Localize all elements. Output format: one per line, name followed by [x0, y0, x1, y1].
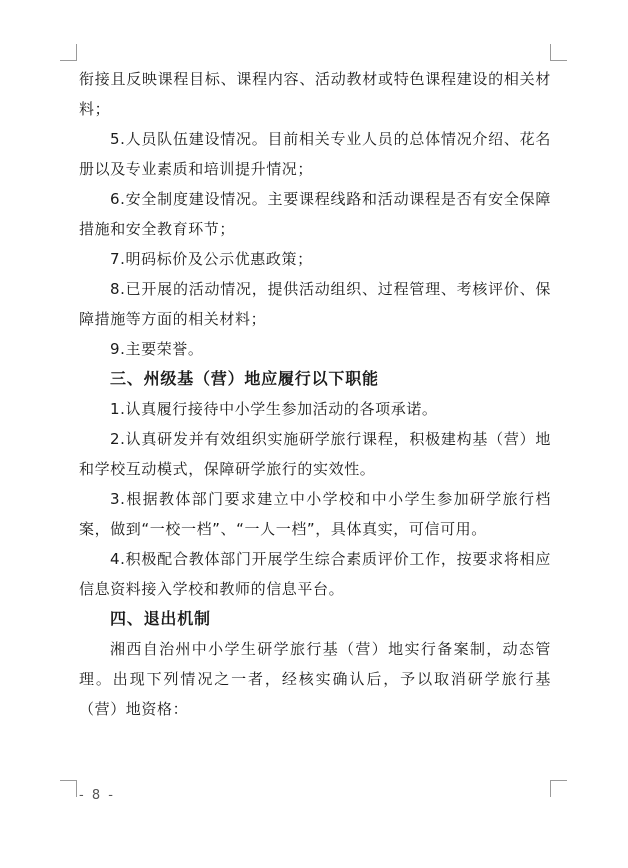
crop-mark-top-right — [550, 44, 567, 61]
paragraph: 4.积极配合教体部门开展学生综合素质评价工作，按要求将相应信息资料接入学校和教师的信息平台。 — [79, 550, 551, 598]
paragraph: 7.明码标价及公示优惠政策； — [110, 250, 313, 268]
crop-mark-bottom-right — [550, 780, 567, 797]
paragraph: 6.安全制度建设情况。主要课程线路和活动课程是否有安全保障措施和安全教育环节； — [79, 190, 551, 238]
paragraph: 8.已开展的活动情况，提供活动组织、过程管理、考核评价、保障措施等方面的相关材料； — [79, 280, 551, 328]
paragraph: 衔接且反映课程目标、课程内容、活动教材或特色课程建设的相关材料； — [79, 70, 551, 118]
paragraph: 9.主要荣誉。 — [110, 340, 204, 358]
paragraph: 5.人员队伍建设情况。目前相关专业人员的总体情况介绍、花名册以及专业素质和培训提升情况； — [79, 130, 551, 178]
paragraph: 3.根据教体部门要求建立中小学校和中小学生参加研学旅行档案，做到“一校一档”、“一人一档”，具体真实，可信可用。 — [79, 490, 551, 538]
document-body — [79, 64, 551, 724]
section-heading: 四、退出机制 — [110, 609, 211, 628]
crop-mark-top-left — [60, 44, 77, 61]
paragraph: 2.认真研发并有效组织实施研学旅行课程，积极建构基（营）地和学校互动模式，保障研学旅行的实效性。 — [79, 430, 551, 478]
section-heading: 三、州级基（营）地应履行以下职能 — [110, 369, 379, 388]
page-number: - 8 - — [79, 788, 115, 803]
paragraph: 湘西自治州中小学生研学旅行基（营）地实行备案制，动态管理。出现下列情况之一者，经核实确认后，予以取消研学旅行基（营）地资格： — [79, 640, 551, 718]
paragraph: 1.认真履行接待中小学生参加活动的各项承诺。 — [110, 400, 438, 418]
crop-mark-bottom-left — [60, 780, 77, 797]
